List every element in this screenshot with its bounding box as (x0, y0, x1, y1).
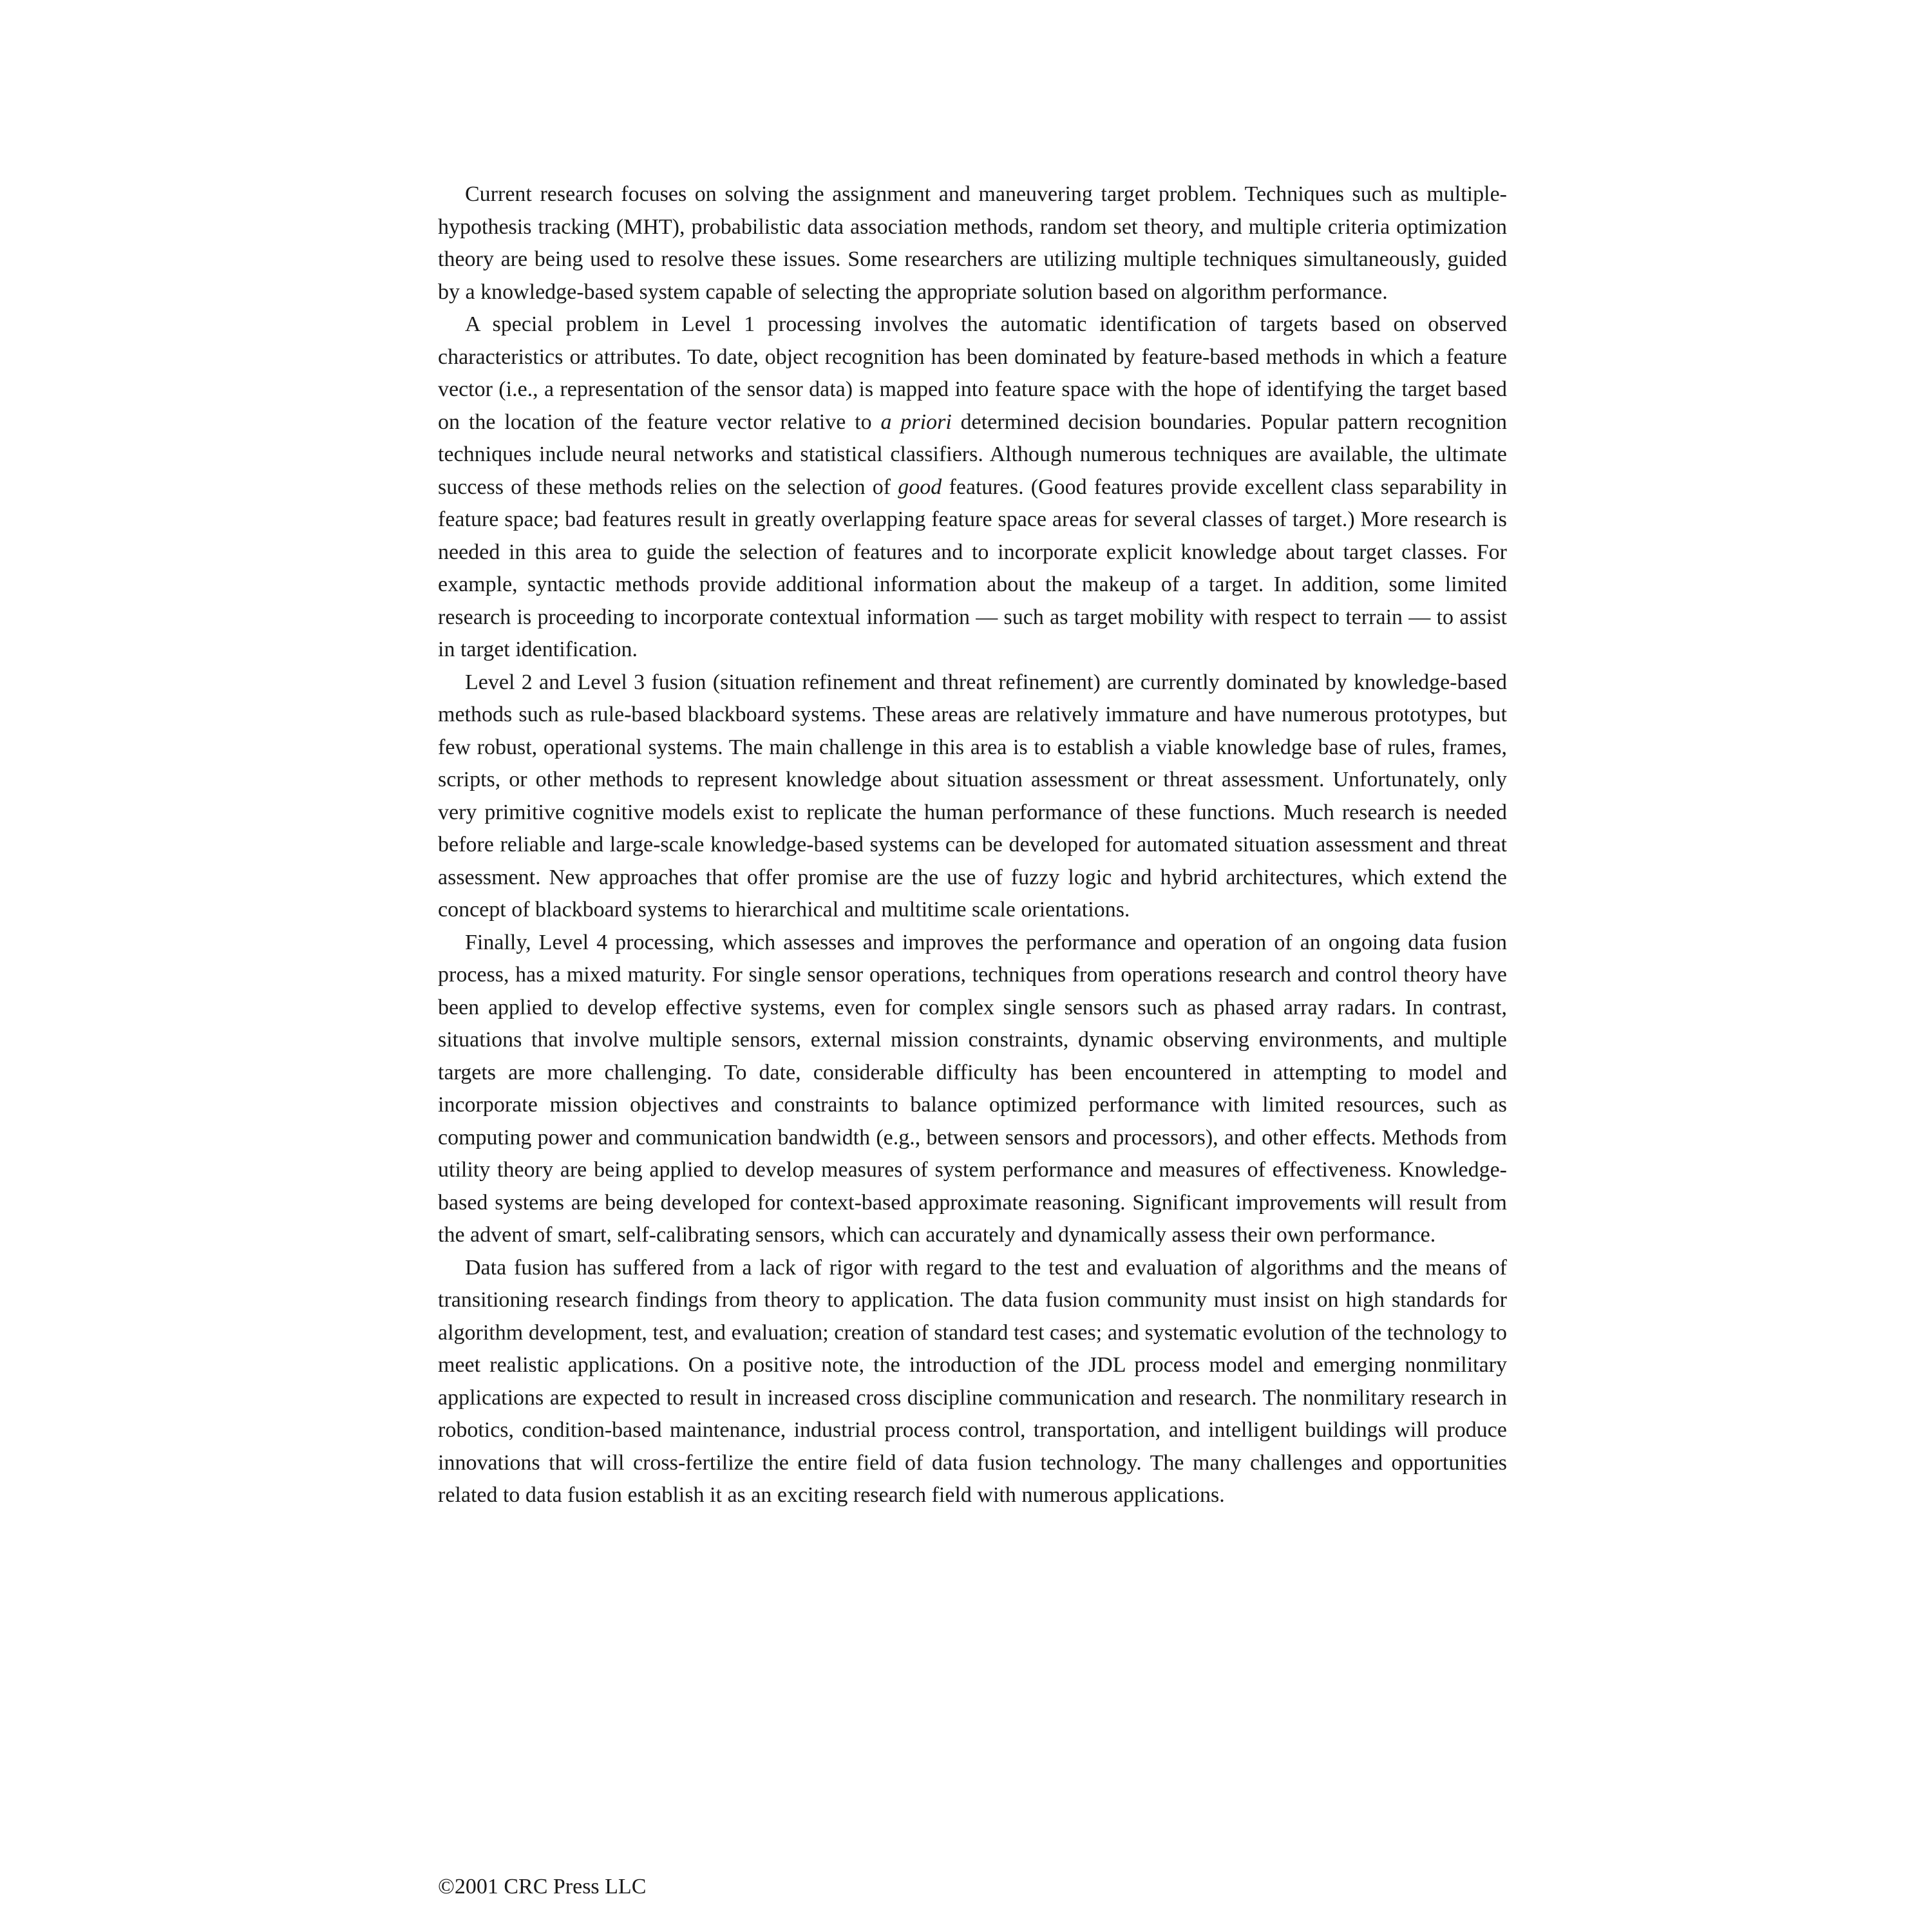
paragraph-text: Current research focuses on solving the assignment and maneuvering target problem. Techniques such as multiple-hypothesis tracking (MHT), probabilistic data association methods, random set theory, and multiple criteria optimization theory are being used to resolve these issues. Some researchers are utilizing multiple techniques simultaneously, guided by a knowledge-based system capable of selecting the appropriate solution based on algorithm performance. (438, 182, 1507, 304)
body-text (438, 178, 1507, 1512)
paragraph-text: Finally, Level 4 processing, which assesses and improves the performance and operation of an ongoing data fusion process, has a mixed maturity. For single sensor operations, techniques from operations research and control theory have been applied to develop effective systems, even for complex single sensors such as phased array radars. In contrast, situations that involve multiple sensors, external mission constraints, dynamic observing environments, and multiple targets are more challenging. To date, considerable difficulty has been encountered in attempting to model and incorporate mission objectives and constraints to balance optimized performance with limited resources, such as computing power and communication bandwidth (e.g., between sensors and processors), and other effects. Methods from utility theory are being applied to develop measures of system performance and measures of effectiveness. Knowledge-based systems are being developed for context-based approximate reasoning. Significant improvements will result from the advent of smart, self-calibrating sensors, which can accurately and dynamically assess their own performance. (438, 930, 1507, 1247)
paragraph-4 (438, 927, 1507, 1252)
paragraph-1 (438, 178, 1507, 308)
paragraph-3 (438, 667, 1507, 927)
paragraph-text: Data fusion has suffered from a lack of rigor with regard to the test and evaluation of algorithms and the means of transitioning research findings from theory to application. The data fusion community must insist on high standards for algorithm development, test, and evaluation; creation of standard test cases; and systematic evolution of the technology to meet realistic applications. On a positive note, the introduction of the JDL process model and emerging nonmilitary applications are expected to result in increased cross discipline communication and research. The nonmilitary research in robotics, condition-based maintenance, industrial process control, transportation, and intelligent buildings will produce innovations that will cross-fertilize the entire field of data fusion technology. The many challenges and opportunities related to data fusion establish it as an exciting research field with numerous applications. (438, 1255, 1507, 1507)
copyright-footer: ©2001 CRC Press LLC (438, 1875, 647, 1899)
paragraph-5 (438, 1252, 1507, 1512)
paragraph-2 (438, 308, 1507, 667)
paragraph-text: A special problem in Level 1 processing involves the automatic identification of targets based on observed characteristics or attributes. To date, object recognition has been dominated by feature-based methods in which a feature vector (i.e., a representation of the sensor data) is mapped into feature space with the hope of identifying the target based on the location of the feature vector relative to (438, 312, 1507, 434)
paragraph-text: determined decision boundaries. Popular pattern recognition techniques include neural networks and statistical classifiers. Although numerous techniques are available, the ultimate success of these methods relies on the selection of (438, 410, 1507, 499)
italic-term-a-priori: a priori (880, 410, 952, 434)
paragraph-text: features. (Good features provide excellent class separability in feature space; bad features result in greatly overlapping feature space areas for several classes of target.) More research is needed in this area to guide the selection of features and to incorporate explicit knowledge about target classes. For example, syntactic methods provide additional information about the makeup of a target. In addition, some limited research is proceeding to incorporate contextual information — such as target mobility with respect to terrain — to assist in target identification. (438, 475, 1507, 661)
italic-term-good: good (898, 475, 942, 499)
paragraph-text: Level 2 and Level 3 fusion (situation refinement and threat refinement) are currently dominated by knowledge-based methods such as rule-based blackboard systems. These areas are relatively immature and have numerous prototypes, but few robust, operational systems. The main challenge in this area is to establish a viable knowledge base of rules, frames, scripts, or other methods to represent knowledge about situation assessment or threat assessment. Unfortunately, only very primitive cognitive models exist to replicate the human performance of these functions. Much research is needed before reliable and large-scale knowledge-based systems can be developed for automated situation assessment and threat assessment. New approaches that offer promise are the use of fuzzy logic and hybrid architectures, which extend the concept of blackboard systems to hierarchical and multitime scale orientations. (438, 670, 1507, 922)
